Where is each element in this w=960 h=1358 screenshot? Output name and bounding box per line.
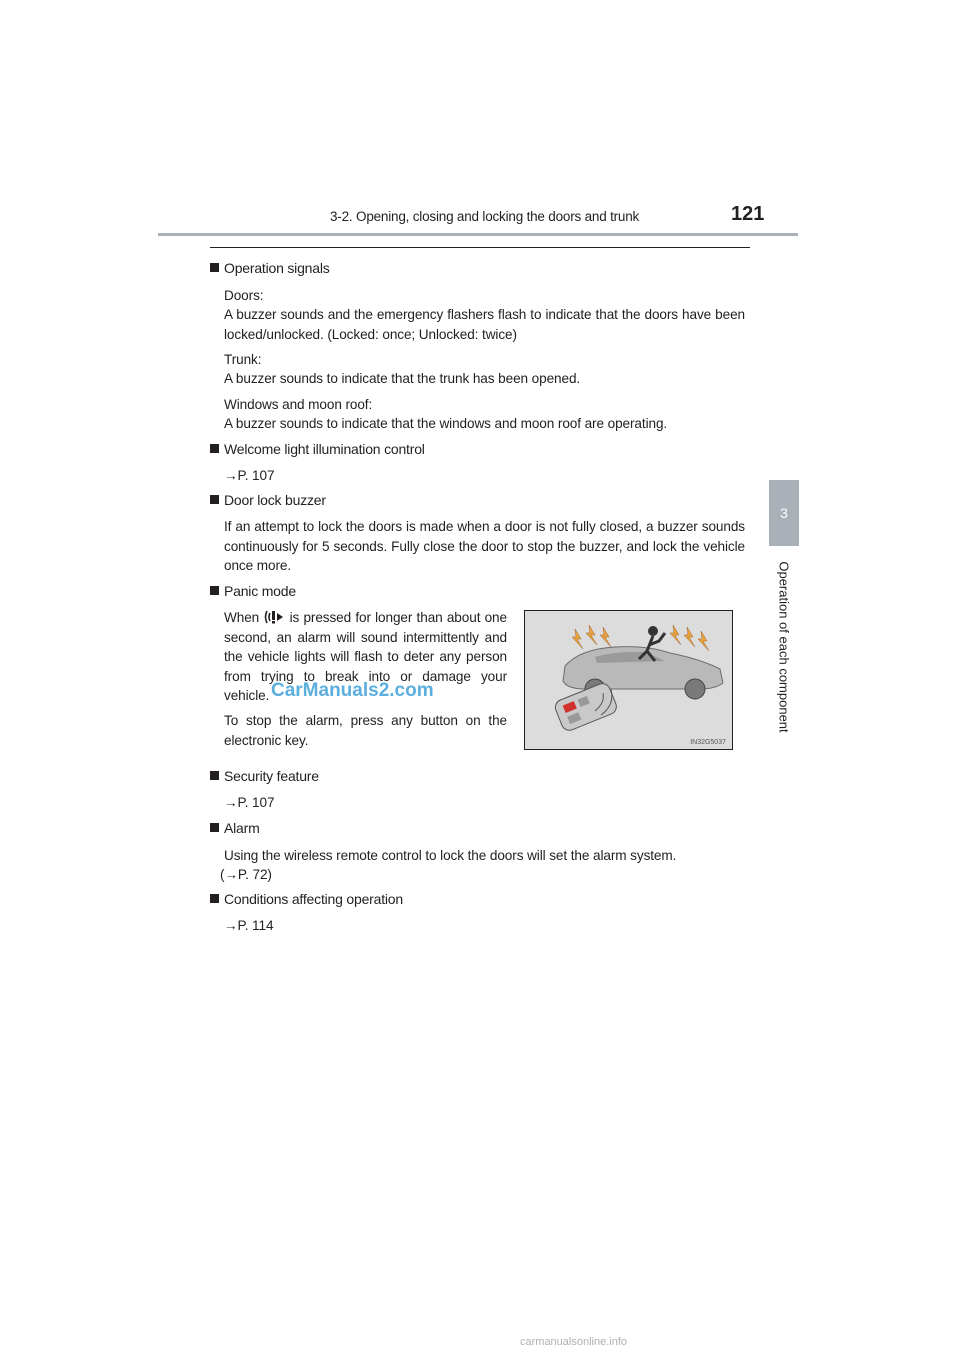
welcome-light-ref[interactable]: →P. 107 [224, 468, 275, 483]
panic-button-icon [263, 609, 285, 625]
bullet-square-icon [210, 823, 219, 832]
security-feature-ref[interactable]: →P. 107 [224, 795, 275, 810]
page-number: 121 [731, 203, 765, 225]
conditions-ref[interactable]: →P. 114 [224, 918, 274, 933]
header-rule [158, 233, 798, 236]
section-security-feature: Security feature [210, 768, 319, 784]
windows-label: Windows and moon roof: [224, 397, 373, 412]
windows-text: A buzzer sounds to indicate that the windows and moon roof are operating. [224, 416, 668, 431]
section-panic-mode: Panic mode [210, 583, 296, 599]
content-top-rule [210, 247, 750, 248]
watermark: CarManuals2.com [271, 680, 434, 701]
section-operation-signals: Operation signals [210, 260, 330, 276]
footer-watermark: carmanualsonline.info [520, 1336, 628, 1348]
doors-text: A buzzer sounds and the emergency flashers flash to indicate that the doors have been locked/unlocked. (Locked: once; Unlocked: twice) [224, 307, 745, 342]
chapter-tab-title: Operation of each component [776, 561, 792, 733]
section-alarm: Alarm [210, 820, 260, 836]
bullet-square-icon [210, 586, 219, 595]
alarm-text: Using the wireless remote control to lock the doors will set the alarm system. [224, 848, 677, 863]
trunk-text: A buzzer sounds to indicate that the trunk has been opened. [224, 371, 581, 386]
section-conditions: Conditions affecting operation [210, 891, 403, 907]
bullet-square-icon [210, 771, 219, 780]
alarm-ref[interactable]: (→P. 72) [220, 867, 272, 882]
panic-mode-text: When is pressed for longer than about one second, an alarm will sound intermittently and the vehicle lights will flash to deter any person from trying to break into or damage your vehicle. [224, 610, 507, 703]
doors-label: Doors: [224, 288, 264, 303]
bullet-square-icon [210, 894, 219, 903]
running-header: 3-2. Opening, closing and locking the doors and trunk [330, 209, 640, 224]
panic-stop-text: To stop the alarm, press any button on the electronic key. [224, 713, 507, 748]
bullet-square-icon [210, 263, 219, 272]
illustration-code: IN32G5037 [690, 739, 726, 746]
trunk-label: Trunk: [224, 352, 262, 367]
section-door-lock-buzzer: Door lock buzzer [210, 492, 326, 508]
bullet-square-icon [210, 444, 219, 453]
chapter-tab [769, 546, 799, 748]
door-lock-buzzer-text: If an attempt to lock the doors is made when a door is not fully closed, a buzzer sounds continuously for 5 seconds. Fully close the door to stop the buzzer, and lock the vehicle once more. [224, 519, 745, 573]
chapter-tab-number: 3 [769, 480, 799, 546]
panic-mode-illustration [524, 610, 733, 750]
section-welcome-light: Welcome light illumination control [210, 441, 425, 457]
bullet-square-icon [210, 495, 219, 504]
car-alarm-illustration [525, 611, 732, 749]
